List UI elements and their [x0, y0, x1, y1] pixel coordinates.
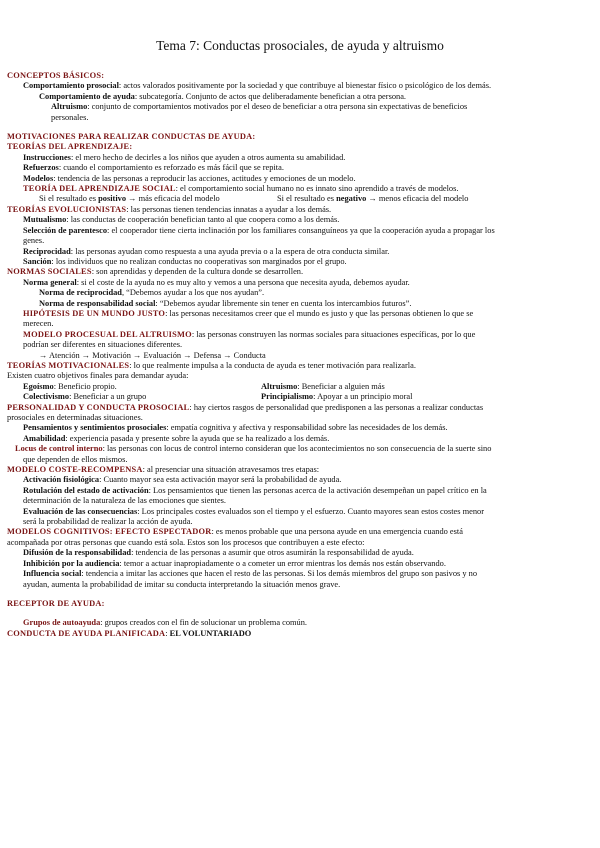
receptor-heading-line: RECEPTOR DE AYUDA:: [7, 598, 105, 608]
receptor-heading: RECEPTOR DE AYUDA: [7, 598, 102, 608]
resultado-line: [7, 194, 592, 204]
objetivos-row-1: Egoísmo: Beneficio propio. Altruismo: Beneficiar a alguien más: [23, 381, 385, 391]
prosocial-term: Comportamiento prosocial: [23, 81, 119, 91]
motivaciones-heading-line: MOTIVACIONES PARA REALIZAR CONDUCTAS DE AYUDA:: [7, 132, 256, 142]
locus-line-cont: que dependen de ellos mismos.: [23, 454, 128, 464]
altruismo-term: Altruismo: [51, 102, 88, 112]
rotulacion-line-cont: determinación de la naturaleza de las emociones que sientes.: [23, 496, 227, 506]
modelo-procesual-line: MODELO PROCESUAL DEL ALTRUISMO: las personas construyen las normas sociales para situaciones específicas, por lo que: [23, 329, 476, 339]
pensamientos-line: Pensamientos y sentimientos prosociales: empatía cognitiva y afectiva y responsabilidad sobre las necesidades de los demás.: [23, 423, 448, 433]
sancion-line: Sanción: los individuos que no realizan conductas no cooperativas son marginados por el grupo.: [23, 256, 347, 266]
aprendizaje-heading-line: TEORÍAS DEL APRENDIZAJE:: [7, 142, 133, 152]
personalidad-heading: PERSONALIDAD Y CONDUCTA PROSOCIAL: [7, 402, 190, 412]
normas-line: NORMAS SOCIALES: son aprendidas y dependen de la cultura donde se desarrollen.: [7, 267, 304, 277]
difusion-line: Difusión de la responsabilidad: tendencia de las personas a asumir que otros asumirán la responsabilidad de ayuda.: [23, 548, 414, 558]
personalidad-line-cont: prosociales en determinadas situaciones.: [7, 413, 143, 422]
rotulacion-line: Rotulación del estado de activación: Los pensamientos que tienen las personas acerca de la activación desempeñan un papel crítico en la: [23, 485, 487, 495]
activacion-line: Activación fisiológica: Cuanto mayor sea esta activación mayor será la probabilidad de ayuda.: [23, 475, 342, 485]
objetivos-row-2: Colectivismo: Beneficiar a un grupo Principialismo: Apoyar a un principio moral: [23, 392, 413, 402]
normas-heading: NORMAS SOCIALES: [7, 267, 92, 277]
ayuda-line: Comportamiento de ayuda: subcategoría. Conjunto de actos que deliberadamente benefician a otra persona.: [39, 91, 407, 101]
reciprocidad-line: Reciprocidad: las personas ayudan como respuesta a una ayuda previa o a la espera de otra conducta similar.: [23, 246, 390, 256]
grupos-line: Grupos de autoayuda: grupos creados con el fin de solucionar un problema común.: [23, 618, 308, 628]
evaluacion-line-cont: será la probabilidad de realizar la acción de ayuda.: [23, 517, 193, 527]
influencia-line-cont: ayudan, aumenta la probabilidad de imitar su conducta interpretando la situación menos grave.: [23, 579, 341, 589]
evolucionistas-heading: TEORÍAS EVOLUCIONISTAS: [7, 204, 127, 214]
instrucciones-line: Instrucciones: el mero hecho de decirles a los niños que ayuden a otros aumenta su amabilidad.: [23, 152, 346, 162]
conceptos-heading-line: CONCEPTOS BÁSICOS:: [7, 71, 105, 80]
inhibicion-line: Inhibición por la audiencia: temor a actuar inapropiadamente o a cometer un error mientras los demás nos están observando.: [23, 558, 446, 568]
document-title: Tema 7: Conductas prosociales, de ayuda y altruismo: [156, 38, 444, 53]
seleccion-line: Selección de parentesco: el cooperador tiene cierta inclinación por los familiares consanguíneos ya que la cooperación ayuda a propagar los: [23, 225, 495, 235]
ayuda-term: Comportamiento de ayuda: [39, 91, 135, 101]
norma-responsabilidad-line: Norma de responsabilidad social: “Debemos ayudar libremente sin tener en cuenta los intercambios futuros”.: [39, 298, 412, 308]
motivacionales-line: TEORÍAS MOTIVACIONALES: lo que realmente impulsa a la conducta de ayuda es tener motivación para realizarla.: [7, 360, 416, 370]
hipotesis-line-cont: merecen.: [23, 319, 54, 329]
amabilidad-line: Amabilidad: experiencia pasada y presente sobre la ayuda que se ha realizado a los demás.: [23, 433, 330, 443]
hipotesis-line: HIPÓTESIS DE UN MUNDO JUSTO: las personas necesitamos creer que el mundo es justo y que las personas obtienen lo que se: [23, 308, 474, 318]
resultado-negativo: Si el resultado es negativo → menos eficacia del modelo: [277, 194, 469, 204]
resultado-positivo: Si el resultado es positivo → más eficacia del modelo: [39, 194, 220, 204]
locus-line: Locus de control interno: las personas con locus de control interno consideran que los acontecimientos no son consecuencia de la suerte sino: [15, 444, 492, 454]
document-body: [7, 71, 592, 639]
voluntariado-label: EL VOLUNTARIADO: [169, 628, 252, 638]
cognitivos-heading: MODELOS COGNITIVOS: EFECTO ESPECTADOR: [7, 527, 212, 537]
mutualismo-line: Mutualismo: las conductas de cooperación benefician tanto al que coopera como a los demás.: [23, 215, 340, 225]
refuerzos-line: Refuerzos: cuando el comportamiento es reforzado es más fácil que se repita.: [23, 163, 284, 173]
planificada-line: CONDUCTA DE AYUDA PLANIFICADA: EL VOLUNTARIADO: [7, 628, 252, 638]
conceptos-heading: CONCEPTOS BÁSICOS: [7, 71, 102, 80]
motivaciones-heading: MOTIVACIONES PARA REALIZAR CONDUCTAS DE AYUDA: [7, 132, 253, 142]
coste-heading: MODELO COSTE-RECOMPENSA: [7, 465, 143, 475]
norma-general-line: Norma general: si el coste de la ayuda no es muy alto y vemos a una persona que necesita ayuda, debemos ayudar.: [23, 277, 410, 287]
coste-line: MODELO COSTE-RECOMPENSA: al presenciar una situación atravesamos tres etapas:: [7, 465, 320, 475]
cognitivos-line: MODELOS COGNITIVOS: EFECTO ESPECTADOR: es menos probable que una persona ayude en una emergencia cuando está: [7, 527, 463, 537]
norma-reciprocidad-line: Norma de reciprocidad, “Debemos ayudar a los que nos ayudan”.: [39, 288, 265, 298]
modelo-procesual-line-cont: podrían ser diferentes en situaciones diferentes.: [23, 340, 183, 350]
seleccion-line-cont: genes.: [23, 236, 45, 246]
modelo-procesual-chain: → Atención → Motivación → Evaluación → Defensa → Conducta: [39, 350, 266, 360]
teoria-aprendizaje-social-line: TEORÍA DEL APRENDIZAJE SOCIAL: el comportamiento social humano no es innato sino aprendido a través de modelos.: [23, 184, 459, 194]
modelos-line: Modelos: tendencia de las personas a reproducir las acciones, actitudes y emociones de un modelo.: [23, 173, 356, 183]
altruismo-line-cont: personales.: [51, 112, 89, 122]
evaluacion-line: Evaluación de las consecuencias: Los principales costes evaluados son el tiempo y el esfuerzo. Cuanto mayores sean estos costes menor: [23, 506, 485, 516]
evolucionistas-line: TEORÍAS EVOLUCIONISTAS: las personas tienen tendencias innatas a ayudar a los demás.: [7, 204, 332, 214]
aprendizaje-heading: TEORÍAS DEL APRENDIZAJE: [7, 142, 130, 152]
objetivos-line: Existen cuatro objetivos finales para demandar ayuda:: [7, 371, 189, 381]
prosocial-line: Comportamiento prosocial: actos valorados positivamente por la sociedad y que contribuye al bienestar físico o psicológico de los demás.: [23, 81, 492, 91]
altruismo-line: Altruismo: conjunto de comportamientos motivados por el deseo de beneficiar a otra persona sin expectativas de beneficios: [51, 102, 468, 112]
planificada-heading: CONDUCTA DE AYUDA PLANIFICADA: [7, 628, 166, 638]
cognitivos-line-cont: acompañada por otras personas que cuando está sola. Estos son los procesos que contribuyen a este efecto:: [7, 537, 365, 547]
motivacionales-heading: TEORÍAS MOTIVACIONALES: [7, 360, 130, 370]
influencia-line: Influencia social: tendencia a imitar las acciones que hacen el resto de las personas. Si los demás miembros del grupo son pasivos y no: [23, 569, 478, 579]
personalidad-line: PERSONALIDAD Y CONDUCTA PROSOCIAL: hay ciertos rasgos de personalidad que predisponen a las personas a realizar conductas: [7, 402, 484, 412]
